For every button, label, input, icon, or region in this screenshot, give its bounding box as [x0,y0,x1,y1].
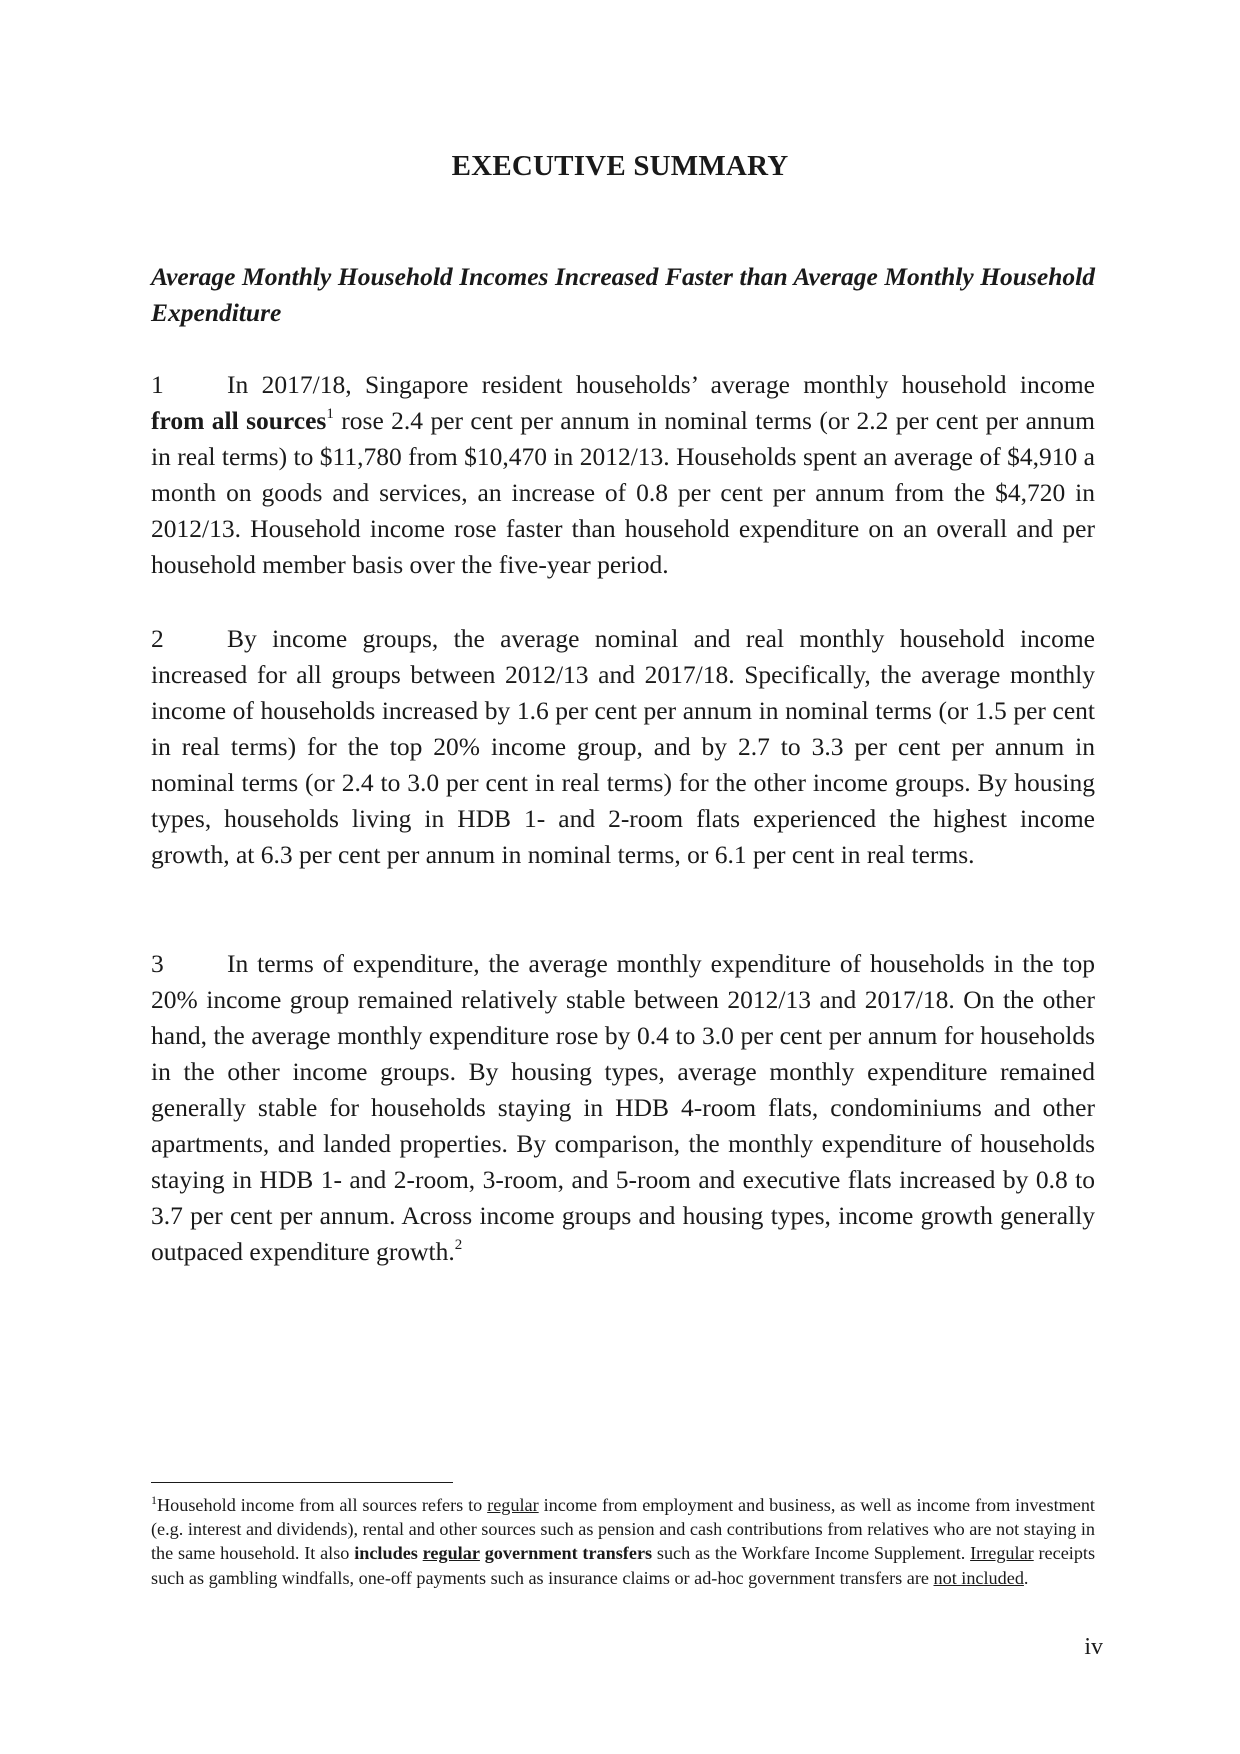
footnote-reference: 1 [326,406,334,422]
bold-term: government transfers [484,1543,653,1564]
footnote-text: . [1023,1567,1029,1588]
bold-phrase: from all sources [151,406,327,435]
paragraph-text: rose 2.4 per cent per annum in nominal terms (or 2.2 per cent per annum in real terms) to $11,780 from $10,470 in 2012/13. Households spent an average of $4,910 a month on goods and services, an increase of 0.8 per cent per annum from the $4,720 in 2012/13. Household income rose faster than household expenditure on an overall and per household member basis over the five-year period. [151,406,1096,579]
paragraph-number: 3 [151,949,164,978]
bold-term: includes [354,1543,418,1564]
paragraph-2 [151,621,1095,873]
paragraph-text: In terms of expenditure, the average monthly expenditure of households in the top 20% income group remained relatively stable between 2012/13 and 2017/18. On the other hand, the average monthly expenditure rose by 0.4 to 3.0 per cent per annum for households in the other income groups. By housing types, average monthly expenditure remained generally stable for households staying in HDB 4-room flats, condominiums and other apartments, and landed properties. By comparison, the monthly expenditure of households staying in HDB 1- and 2-room, 3-room, and 5-room and executive flats increased by 0.8 to 3.7 per cent per annum. Across income groups and housing types, income growth generally outpaced expenditure growth. [151,949,1095,1266]
underlined-term: regular [487,1495,539,1515]
page-title: EXECUTIVE SUMMARY [451,150,789,182]
underlined-term: not included [933,1567,1024,1588]
footnote-text: Household income from all sources refers to [157,1495,483,1515]
paragraph-intro: In 2017/18, Singapore resident households’ average monthly household income [227,370,1095,399]
underlined-term: Irregular [970,1543,1034,1564]
footnote-text: receipts such as gambling windfalls, one-off payments such as insurance claims or ad-hoc government transfers are [151,1543,1096,1588]
page-number: iv [1084,1634,1103,1660]
footnote [151,1493,1095,1590]
section-heading: Average Monthly Household Incomes Increased Faster than Average Monthly Household Expenditure [151,262,1095,327]
footnote-text: income from employment and business, as well as income from investment (e.g. interest and dividends), rental and other sources such as pension and cash contributions from relatives who are not staying in the same household. It also [151,1495,1095,1564]
paragraph-3 [151,946,1095,1270]
footnote-marker: 1 [151,1493,157,1507]
bold-underlined-term: regular [422,1543,480,1564]
paragraph-number: 2 [151,624,164,653]
footnote-text: such as the Workfare Income Supplement. [656,1543,966,1564]
paragraph-text: By income groups, the average nominal and real monthly household income increased for all groups between 2012/13 and 2017/18. Specifically, the average monthly income of households increased by 1.6 per cent per annum in nominal terms (or 1.5 per cent in real terms) for the top 20% income group, and by 2.7 to 3.3 per cent per annum in nominal terms (or 2.4 to 3.0 per cent in real terms) for the other income groups. By housing types, households living in HDB 1- and 2-room flats experienced the highest income growth, at 6.3 per cent per annum in nominal terms, or 6.1 per cent in real terms. [151,624,1095,869]
footnote-divider [151,1482,453,1483]
footnote-reference: 2 [454,1237,463,1253]
paragraph-number: 1 [151,370,164,399]
paragraph-1 [151,367,1095,583]
